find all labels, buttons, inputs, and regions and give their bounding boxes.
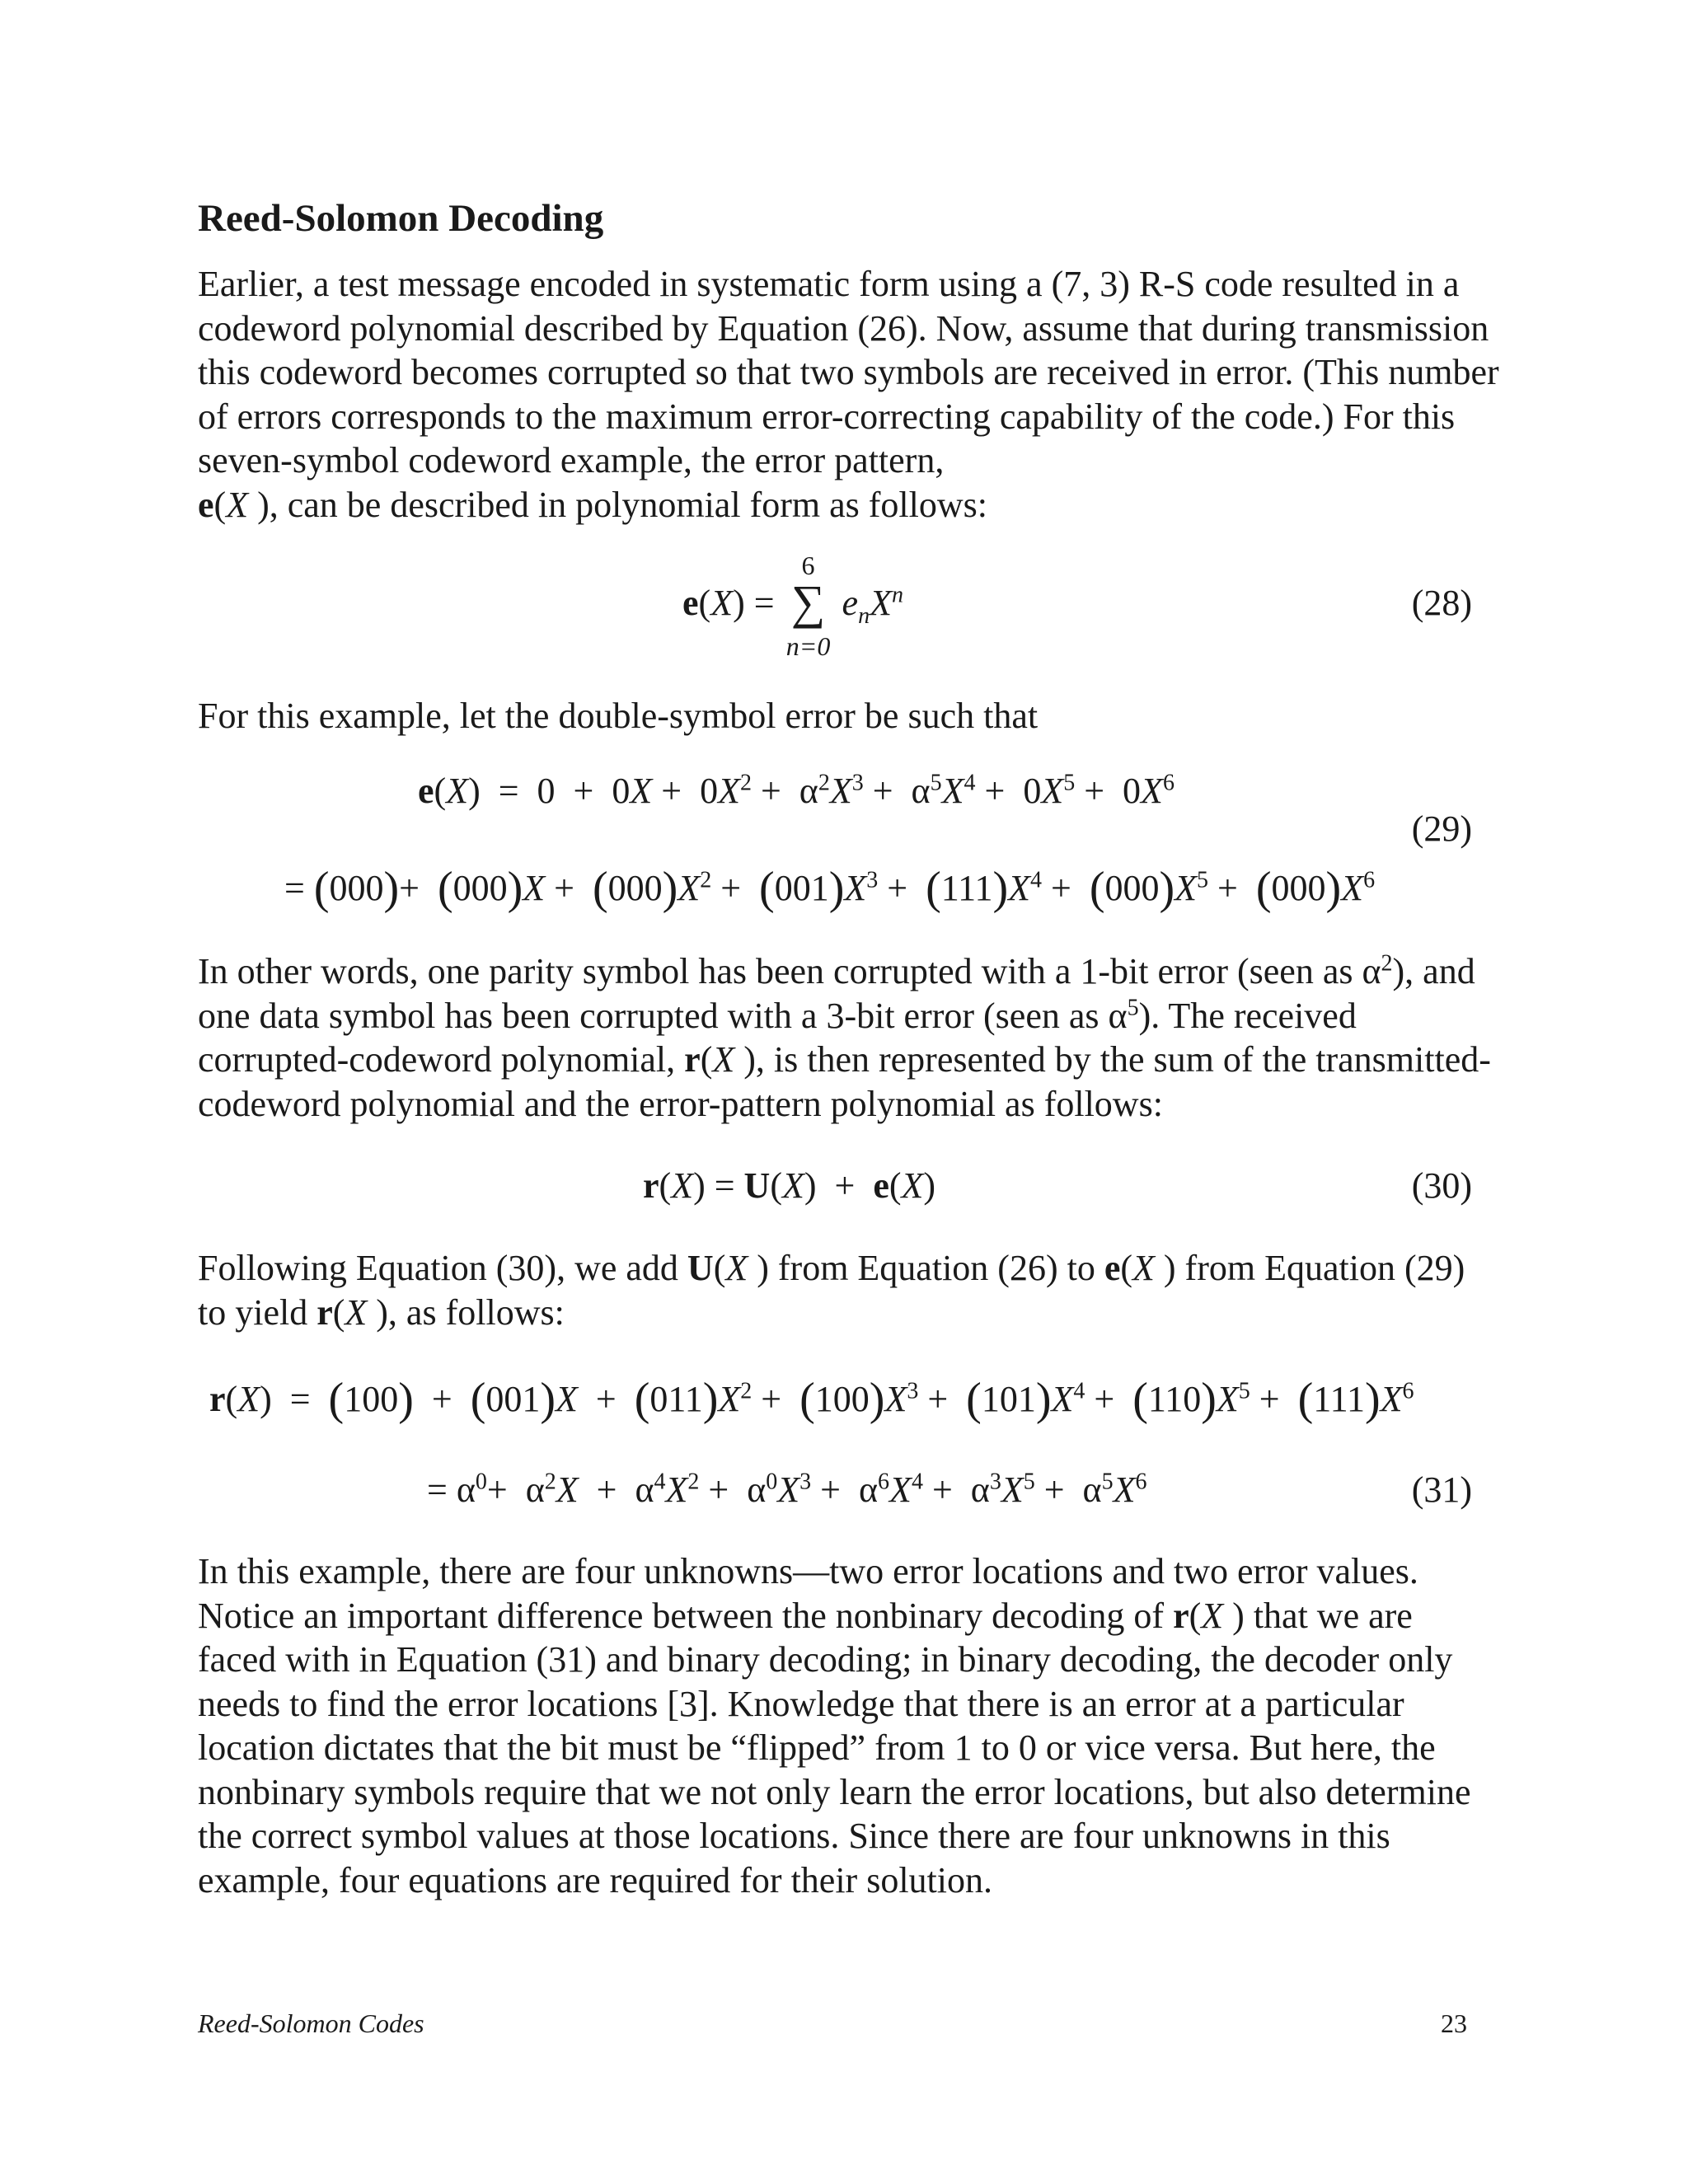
equation-30: r(X) = U(X) + e(X) — [643, 1165, 936, 1206]
section-heading: Reed-Solomon Decoding — [198, 197, 604, 240]
sum-lower-limit: n=0 — [785, 631, 831, 661]
equation-number-30: (30) — [1411, 1165, 1472, 1206]
footer-title: Reed-Solomon Codes — [198, 2008, 424, 2038]
equation-29-line2: = $(000)+ (000)X + (000)X^2 + (001)X^3 + (111)X^4 + (000)X^5 + (000)X^6$ — [284, 863, 1376, 914]
paragraph-double-error: For this example, let the double-symbol error be such that — [198, 696, 1039, 736]
equation-28: e(X) = 6 ∑ n=0 $e_nX^n$ — [682, 551, 903, 661]
equation-number-29: (29) — [1411, 808, 1472, 849]
equation-31-line2: = $\alpha^0+ \alpha^2X + \alpha^4X^2 + \alpha^0X^3 + \alpha^6X^4 + \alpha^3X^5 + \alpha^5X^6$ — [427, 1469, 1147, 1510]
paragraph-intro: Earlier, a test message encoded in systematic form using a (7, 3) R-S code resulted in a codeword polynomial described by Equation (26). Now, assume that during transmission this codeword becomes corrupted so that two symbols are received in error. (This number of errors corresponds to the maximum error-correcting capability of the code.) For this seven-symbol codeword example, the error pattern, e(X ), can be described in polynomial form as follows: — [198, 264, 1499, 525]
paragraph-intro-text: Earlier, a test message encoded in systematic form using a (7, 3) R-S code resulted in a codeword polynomial described by Equation (26). Now, assume that during transmission this codeword becomes corrupted so that two symbols are received in error. (This number of errors corresponds to the maximum error-correcting capability of the code.) For this seven-symbol codeword example, the error pattern, — [198, 264, 1499, 480]
equation-number-28: (28) — [1411, 583, 1472, 623]
equation-29-line1: $e(X) = 0 + 0X + 0X^2 + \alpha^2X^3 + \alpha^5X^4 + 0X^5 + 0X^6$ — [418, 770, 1175, 811]
page-number: 23 — [1441, 2008, 1467, 2038]
summation-symbol: 6 ∑ n=0 — [784, 582, 833, 631]
paragraph-unknowns: In this example, there are four unknowns—two error locations and two error values. Notice an important difference between the nonbinary decoding of r(X ) that we are faced with in Equation (31) and binary decoding; in binary decoding, the decoder only needs to find the error locations [3]. Knowledge that there is an error at a particular location dictates that the bit must be “flipped” from 1 to 0 or vice versa. But here, the nonbinary symbols require that we not only learn the error locations, but also determine the correct symbol values at those locations. Since there are four unknowns in this example, four equations are required for their solution. — [198, 1551, 1471, 1900]
equation-31-line1: $r(X) = (100) + (001)X + (011)X^2 + (100)X^3 + (101)X^4 + (110)X^5 + (111)X^6$ — [209, 1374, 1414, 1425]
paragraph-error-explanation: In other words, one parity symbol has been corrupted with a 1-bit error (seen as $\alpha^2$), and one data symbol has been corrupted with a 3-bit error (seen as $\alpha^5$). The received corrupted-codeword polynomial, r(X ), is then represented by the sum of the transmitted-codeword polynomial and the error-pattern polynomial as follows: — [198, 950, 1491, 1124]
paragraph-following: Following Equation (30), we add U(X ) from Equation (26) to e(X ) from Equation (29) to yield r(X ), as follows: — [198, 1248, 1465, 1333]
paragraph-intro-tail: , can be described in polynomial form as follows: — [269, 484, 987, 525]
equation-number-31: (31) — [1411, 1469, 1472, 1510]
sum-upper-limit: 6 — [801, 551, 815, 580]
